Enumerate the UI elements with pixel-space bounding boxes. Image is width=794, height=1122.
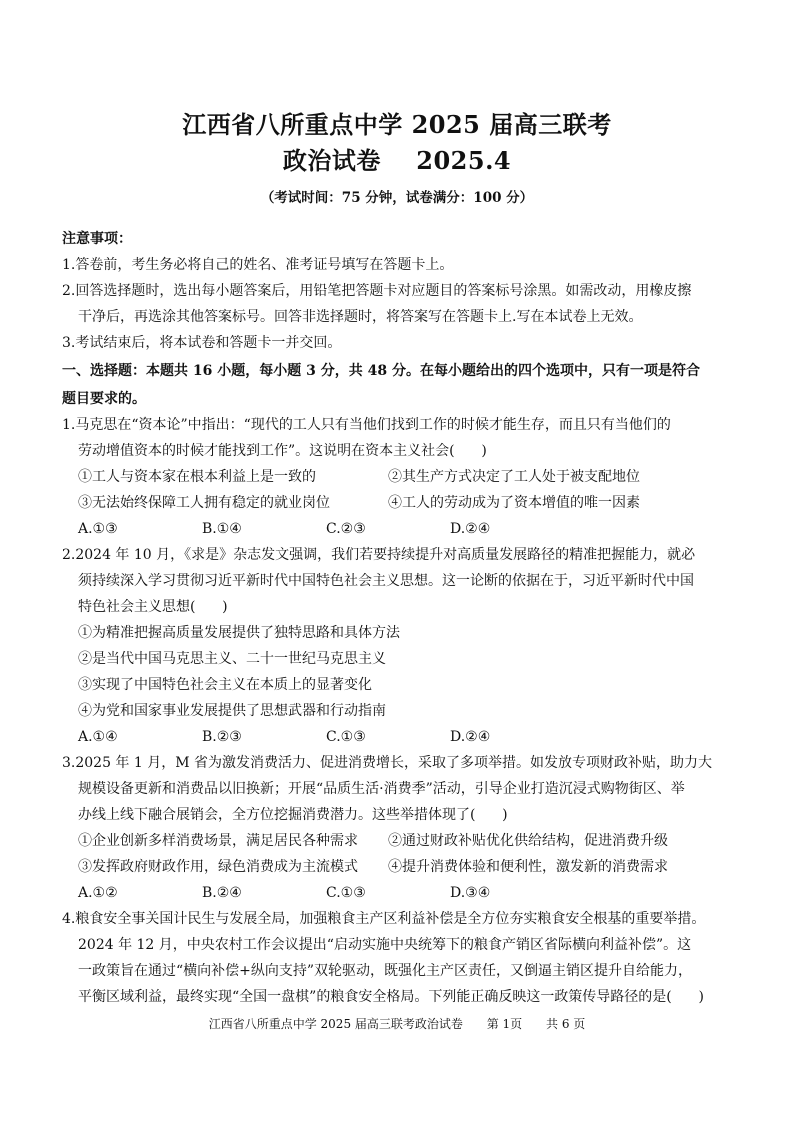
question-4-stem: 4.粮食安全事关国计民生与发展全局，加强粮食主产区利益补偿是全方位夯实粮食安全根基的重要举措。: [62, 911, 706, 927]
note-item-1: 1.答卷前，考生务必将自己的姓名、准考证号填写在答题卡上。: [62, 257, 454, 273]
question-1: [62, 412, 732, 542]
answer-b: B.②④: [202, 885, 242, 901]
option-4: ④提升消费体验和便利性，激发新的消费需求: [388, 859, 668, 875]
question-2-options: [62, 620, 732, 724]
option-3: ③发挥政府财政作用，绿色消费成为主流模式: [78, 859, 358, 875]
option-2: ②其生产方式决定了工人处于被支配地位: [388, 469, 640, 485]
question-1-answers: [62, 516, 732, 542]
question-3: [62, 750, 732, 906]
footer-page-number: 第 1页: [486, 1017, 523, 1031]
answer-d: D.②④: [450, 729, 491, 745]
option-4: ④为党和国家事业发展提供了思想武器和行动指南: [78, 703, 386, 719]
answer-a: A.①②: [78, 885, 118, 901]
section-heading-cont: 题目要求的。: [62, 391, 146, 407]
option-3: ③无法始终保障工人拥有稳定的就业岗位: [78, 495, 330, 511]
option-1: ①企业创新多样消费场景，满足居民各种需求: [78, 833, 358, 849]
footer-exam-name: 江西省八所重点中学 2025 届高三联考政治试卷: [208, 1017, 463, 1031]
question-4-stem-cont: 2024 年 12 月，中央农村工作会议提出“启动实施中央统筹下的粮食产销区省际横向利益补偿”。这: [78, 937, 692, 953]
note-item-2-cont: 干净后，再选涂其他答案标号。回答非选择题时，将答案写在答题卡上.写在本试卷上无效。: [78, 309, 643, 325]
answer-a: A.①④: [78, 729, 118, 745]
question-4-stem-cont-2: 一政策旨在通过“横向补偿+纵向支持”双轮驱动，既强化主产区责任，又倒逼主销区提升自给能力，: [78, 963, 693, 979]
option-2: ②通过财政补贴优化供给结构，促进消费升级: [388, 833, 668, 849]
answer-d: D.②④: [450, 521, 491, 537]
footer-page-total: 共 6 页: [546, 1017, 586, 1031]
question-4: [62, 906, 732, 1010]
question-2: [62, 542, 732, 750]
note-item-3: 3.考试结束后，将本试卷和答题卡一并交回。: [62, 335, 342, 351]
question-3-stem-cont-2: 办线上线下融合展销会，全方位挖掘消费潜力。这些举措体现了( ): [78, 807, 508, 823]
question-1-stem-cont: 劳动增值资本的时候才能找到工作”。这说明在资本主义社会( ): [78, 443, 487, 459]
exam-title: 江西省八所重点中学 2025 届高三联考: [182, 110, 612, 139]
question-3-answers: [62, 880, 732, 906]
question-2-stem-cont-2: 特色社会主义思想( ): [78, 599, 228, 615]
question-3-stem-cont: 规模设备更新和消费品以旧换新；开展“品质生活·消费季”活动，引导企业打造沉浸式购物街区、举: [78, 781, 685, 797]
answer-b: B.②③: [202, 729, 242, 745]
option-3: ③实现了中国特色社会主义在本质上的显著变化: [78, 677, 372, 693]
question-1-options: [62, 464, 732, 516]
question-4-stem-cont-3: 平衡区域利益，最终实现“全国一盘棋”的粮食安全格局。下列能正确反映这一政策传导路径的是( ): [78, 989, 704, 1005]
exam-page: [62, 108, 732, 1010]
question-3-stem: 3.2025 年 1 月，M 省为激发消费活力、促进消费增长，采取了多项举措。如发放专项财政补贴，助力大: [62, 755, 713, 771]
note-item-2: 2.回答选择题时，选出每小题答案后，用铅笔把答题卡对应题目的答案标号涂黑。如需改动，用橡皮擦: [62, 283, 692, 299]
section-heading: 一、选择题：本题共 16 小题，每小题 3 分，共 48 分。在每小题给出的四个选项中，只有一项是符合: [62, 363, 700, 379]
question-2-stem-cont: 须持续深入学习贯彻习近平新时代中国特色社会主义思想。这一论断的依据在于，习近平新时代中国: [78, 573, 694, 589]
answer-c: C.①③: [326, 729, 366, 745]
question-2-stem: 2.2024 年 10 月，《求是》杂志发文强调，我们若要持续提升对高质量发展路径的精准把握能力，就必: [62, 547, 696, 563]
answer-c: C.②③: [326, 521, 366, 537]
exam-info: （考试时间：75 分钟，试卷满分：100 分）: [260, 190, 534, 206]
question-3-options: [62, 828, 732, 880]
option-4: ④工人的劳动成为了资本增值的唯一因素: [388, 495, 640, 511]
question-2-answers: [62, 724, 732, 750]
question-1-stem: 1.马克思在“资本论”中指出：“现代的工人只有当他们找到工作的时候才能生存，而且只有当他们的: [62, 417, 671, 433]
option-1: ①工人与资本家在根本利益上是一致的: [78, 469, 316, 485]
page-footer: [0, 1016, 794, 1032]
notes-heading: 注意事项：: [62, 231, 132, 247]
answer-a: A.①③: [78, 521, 118, 537]
option-2: ②是当代中国马克思主义、二十一世纪马克思主义: [78, 651, 386, 667]
option-1: ①为精准把握高质量发展提供了独特思路和具体方法: [78, 625, 400, 641]
answer-c: C.①③: [326, 885, 366, 901]
answer-d: D.③④: [450, 885, 491, 901]
answer-b: B.①④: [202, 521, 242, 537]
exam-subject-title: 政治试卷 2025.4: [282, 146, 512, 175]
